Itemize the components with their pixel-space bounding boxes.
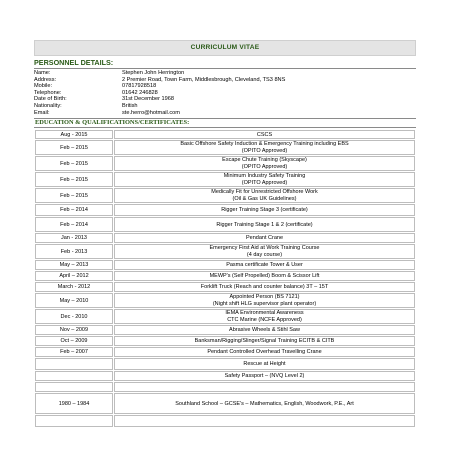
personal-value: 01642 246828 (122, 89, 158, 96)
qualification-row (35, 188, 415, 203)
qualification-line: Minimum Industry Safety Training (223, 173, 306, 180)
qualification-description (114, 233, 415, 243)
qualification-description (114, 156, 415, 171)
personnel-heading: PERSONNEL DETAILS: (34, 58, 416, 69)
qualification-date (35, 371, 113, 381)
qualification-line: (Night shift HLG supervisor plant operator) (212, 300, 317, 307)
qualification-description (114, 282, 415, 292)
qualification-description (114, 358, 415, 370)
qualifications-table (34, 129, 416, 428)
qualification-line: Pendant Controlled Overhead Travelling Crane (207, 349, 322, 356)
qualification-description (114, 371, 415, 381)
qualification-description (114, 217, 415, 232)
qualification-line: IEMA Environmental Awareness (225, 310, 304, 317)
qualification-date (35, 358, 113, 370)
qualification-description (114, 325, 415, 335)
cv-title: CURRICULUM VITAE (34, 40, 416, 56)
qualification-description (114, 309, 415, 324)
personal-row (34, 83, 416, 90)
qualification-row (35, 260, 415, 270)
qualification-row (35, 309, 415, 324)
qualification-row (35, 271, 415, 281)
qualification-row (35, 393, 415, 414)
qualification-line: Pasma certificate Tower & User (226, 262, 303, 269)
qualification-description (114, 382, 415, 392)
personal-value: Stephen John Herrington (122, 70, 185, 76)
qualification-line: Safety Passport – (NVQ Level 2) (224, 373, 305, 380)
personal-label: Email: (34, 109, 50, 116)
personal-value: 31st December 1968 (122, 96, 174, 103)
qualification-date: Nov – 2009 (35, 325, 113, 335)
personal-details (34, 70, 416, 116)
qualification-date: May – 2010 (35, 293, 113, 308)
qualification-row (35, 172, 415, 187)
personal-value[interactable]: ste.herro@hotmail.com (122, 109, 180, 116)
qualification-line: Southland School – GCSE's – Mathematics, English, Woodwork, P.E., Art (175, 400, 354, 407)
qualification-date: Dec - 2010 (35, 309, 113, 324)
personal-value: 07817928518 (122, 83, 157, 90)
qualification-line: Rigger Training Stage 1 & 2 (certificate) (216, 221, 313, 228)
personal-label: Address: (34, 76, 57, 83)
personal-label: Date of Birth: (34, 96, 67, 103)
qualification-row (35, 204, 415, 216)
qualification-line: (OPITO Approved) (241, 147, 288, 154)
qualification-line: (Oil & Gas UK Guidelines) (232, 195, 297, 202)
qualification-date: March - 2012 (35, 282, 113, 292)
qualification-row (35, 325, 415, 335)
qualification-date: Jan - 2013 (35, 233, 113, 243)
personal-row (34, 110, 416, 117)
qualification-description (114, 293, 415, 308)
qualification-row (35, 233, 415, 243)
qualification-row (35, 336, 415, 346)
education-heading: EDUCATION & QUALIFICATIONS/CERTIFICATES: (34, 118, 416, 128)
personal-label: Telephone: (34, 89, 62, 96)
qualification-line: MEWP's (Self Propelled) Boom & Scissor Lift (209, 273, 320, 280)
personal-label: Nationality: (34, 102, 62, 109)
qualification-row (35, 130, 415, 139)
qualification-row (35, 156, 415, 171)
qualification-date: May – 2013 (35, 260, 113, 270)
qualification-row (35, 282, 415, 292)
qualification-date: Feb - 2013 (35, 244, 113, 259)
qualification-date: Feb – 2014 (35, 217, 113, 232)
qualification-row (35, 244, 415, 259)
qualification-description (114, 140, 415, 155)
qualification-row (35, 217, 415, 232)
qualification-date: Feb – 2015 (35, 156, 113, 171)
personal-value: 2 Premier Road, Town Farm, Middlesbrough, Cleveland, TS3 8NS (122, 76, 286, 83)
qualification-line: Abrasive Wheels & Stihl Saw (229, 327, 300, 334)
qualification-line: Appointed Person (BS 7121) (229, 294, 300, 301)
qualification-description (114, 336, 415, 346)
qualification-date: Aug - 2015 (35, 130, 113, 139)
qualification-description (114, 393, 415, 414)
qualification-line: (4 day course) (246, 251, 283, 258)
qualification-line: CSCS (256, 131, 273, 138)
personal-label: Mobile: (34, 83, 53, 90)
qualification-line: Rescue at Height (243, 361, 286, 368)
qualification-date: 1980 – 1984 (35, 393, 113, 414)
qualification-row (35, 140, 415, 155)
qualification-date: Feb – 2015 (35, 140, 113, 155)
qualification-line: CTC Marine (NCFE Approved) (227, 316, 302, 323)
personal-value: British (122, 102, 138, 109)
qualification-description (114, 415, 415, 427)
personal-row (34, 103, 416, 110)
qualification-description (114, 244, 415, 259)
qualification-date: Feb – 2015 (35, 172, 113, 187)
qualification-date: Feb – 2007 (35, 347, 113, 357)
qualification-row (35, 347, 415, 357)
qualification-description (114, 260, 415, 270)
qualification-line: Escape Chute Training (Skyscape) (222, 157, 307, 164)
qualification-line: Banksman/Rigging/Slinger/Signal Training ECITB & CITB (194, 338, 335, 345)
qualification-line: Medically Fit for Unrestricted Offshore Work (211, 189, 318, 196)
qualification-row (35, 415, 415, 427)
qualification-row (35, 371, 415, 381)
qualification-description (114, 347, 415, 357)
personal-row (34, 96, 416, 103)
qualification-row (35, 293, 415, 308)
qualification-date (35, 415, 113, 427)
qualification-line: (OPITO Approved) (241, 179, 288, 186)
personal-row (34, 77, 416, 84)
qualification-date: April – 2012 (35, 271, 113, 281)
qualification-line: Basic Offshore Safety Induction & Emergency Training including EBS (180, 141, 349, 148)
qualification-line: Pendant Crane (246, 235, 283, 242)
cv-document (34, 40, 416, 428)
personal-row (34, 70, 416, 77)
qualification-date: Oct – 2009 (35, 336, 113, 346)
personal-row (34, 90, 416, 97)
qualification-description (114, 188, 415, 203)
qualification-row (35, 382, 415, 392)
qualification-line: Emergency First Aid at Work Training Course (209, 245, 320, 252)
qualification-description (114, 271, 415, 281)
personal-label: Name: (34, 70, 51, 76)
qualification-row (35, 358, 415, 370)
qualification-date: Feb – 2014 (35, 204, 113, 216)
qualification-description (114, 204, 415, 216)
qualification-line: (OPITO Approved) (241, 163, 288, 170)
qualification-description (114, 172, 415, 187)
qualification-line: Rigger Training Stage 3 (certificate) (221, 207, 308, 214)
qualification-line: Forklift Truck (Reach and counter balance) 3T – 15T (200, 284, 329, 291)
qualification-date: Feb – 2015 (35, 188, 113, 203)
qualification-date (35, 382, 113, 392)
qualification-description (114, 130, 415, 139)
